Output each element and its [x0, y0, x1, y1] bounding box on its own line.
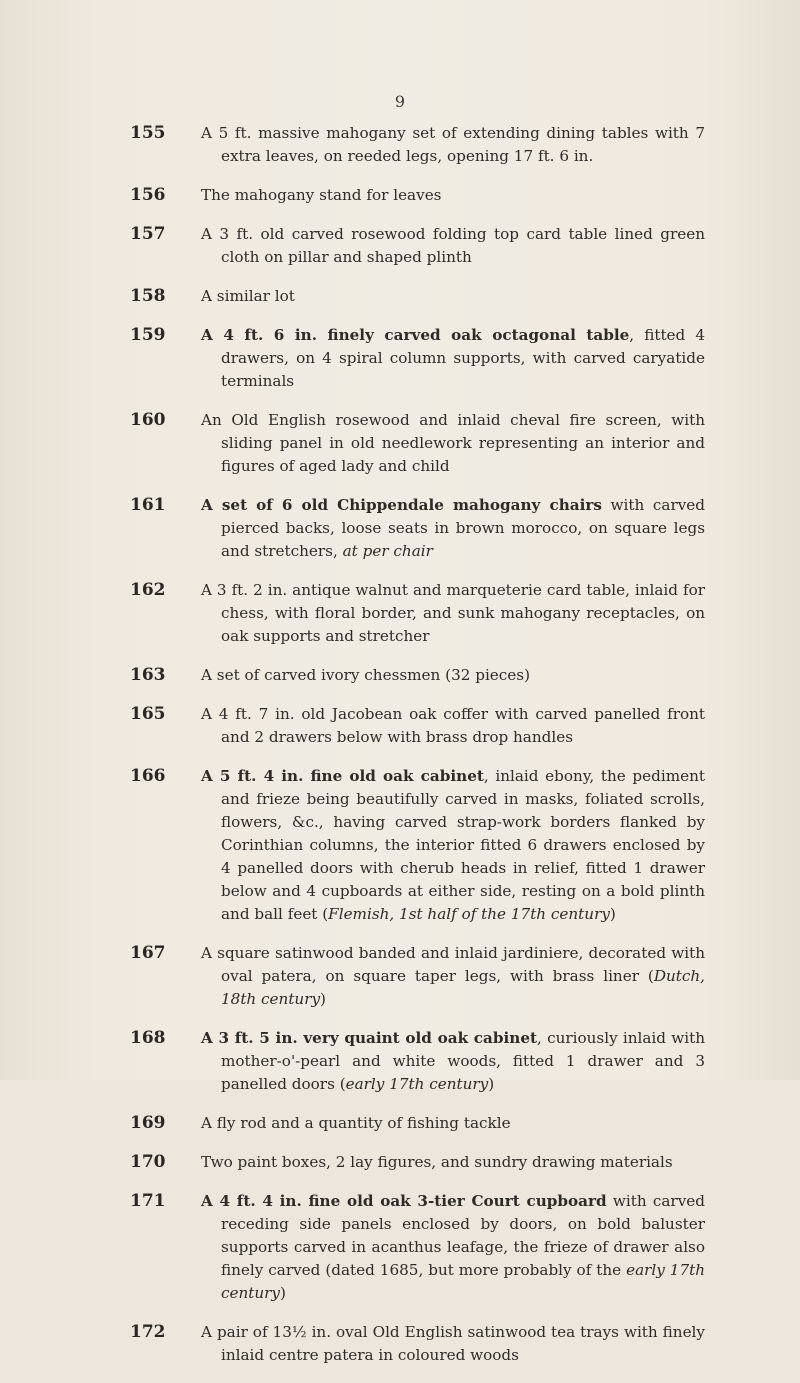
lot-number: 166 — [130, 766, 166, 786]
lot-description: Two paint boxes, 2 lay figures, and sundry drawing materials — [201, 1153, 673, 1171]
lot-number: 163 — [130, 665, 166, 685]
lot-number: 170 — [130, 1152, 166, 1172]
lot-number: 171 — [130, 1191, 166, 1211]
lot-description: A 3 ft. old carved rosewood folding top card table lined green cloth on pillar and shaped plinth — [201, 225, 705, 266]
lot-entry — [0, 285, 800, 308]
lot-number: 155 — [130, 123, 166, 143]
lot-description: A 4 ft. 7 in. old Jacobean oak coffer with carved panelled front and 2 drawers below with brass drop handles — [201, 705, 705, 746]
lot-description: A 5 ft. massive mahogany set of extending dining tables with 7 extra leaves, on reeded legs, opening 17 ft. 6 in. — [201, 124, 705, 165]
lot-entry — [0, 1027, 800, 1096]
lot-description: A fly rod and a quantity of fishing tackle — [201, 1114, 511, 1132]
lot-number: 157 — [130, 224, 166, 244]
lot-entry — [0, 703, 800, 749]
lot-description: A 5 ft. 4 in. fine old oak cabinet, inlaid ebony, the pediment and frieze being beautifully carved in masks, foliated scrolls, flowers, &c., having carved strap-work borders flanked by Corinthian columns, the interior fitted 6 drawers enclosed by 4 panelled doors with cherub heads in relief, fitted 1 drawer below and 4 cupboards at either side, resting on a bold plinth and ball feet (Flemish, 1st half of the 17th century) — [201, 767, 705, 923]
lot-description: A set of 6 old Chippendale mahogany chairs with carved pierced backs, loose seats in brown morocco, on square legs and stretchers, at per chair — [201, 496, 705, 560]
lot-description: A pair of 13½ in. oval Old English satinwood tea trays with finely inlaid centre patera in coloured woods — [201, 1323, 705, 1364]
lot-entry — [0, 1112, 800, 1135]
lot-number: 167 — [130, 943, 166, 963]
lot-description: A 4 ft. 6 in. finely carved oak octagonal table, fitted 4 drawers, on 4 spiral column supports, with carved caryatide terminals — [201, 326, 705, 390]
lot-number: 159 — [130, 325, 166, 345]
lot-description: The mahogany stand for leaves — [201, 186, 442, 204]
lot-entry — [0, 664, 800, 687]
lot-number: 172 — [130, 1322, 166, 1342]
lot-description: A 4 ft. 4 in. fine old oak 3-tier Court cupboard with carved receding side panels enclosed by doors, on bold baluster supports carved in acanthus leafage, the frieze of drawer also finely carved (dated 1685, but more probably of the early 17th century) — [201, 1192, 705, 1302]
lot-list — [0, 122, 800, 1383]
lot-entry — [0, 942, 800, 1011]
lot-number: 160 — [130, 410, 166, 430]
lot-number: 162 — [130, 580, 166, 600]
lot-number: 156 — [130, 185, 166, 205]
lot-description: An Old English rosewood and inlaid cheval fire screen, with sliding panel in old needlework representing an interior and figures of aged lady and child — [201, 411, 705, 475]
lot-number: 165 — [130, 704, 166, 724]
lot-number: 161 — [130, 495, 166, 515]
lot-entry — [0, 122, 800, 168]
lot-entry — [0, 765, 800, 926]
page-number: 9 — [394, 92, 406, 111]
lot-entry — [0, 1190, 800, 1305]
lot-entry — [0, 184, 800, 207]
lot-entry — [0, 1151, 800, 1174]
lot-description: A 3 ft. 2 in. antique walnut and marqueterie card table, inlaid for chess, with floral border, and sunk mahogany receptacles, on oak supports and stretcher — [201, 581, 705, 645]
lot-entry — [0, 324, 800, 393]
lot-description: A set of carved ivory chessmen (32 pieces) — [201, 666, 531, 684]
lot-number: 169 — [130, 1113, 166, 1133]
lot-entry — [0, 579, 800, 648]
lot-description: A square satinwood banded and inlaid jardiniere, decorated with oval patera, on square taper legs, with brass liner (Dutch, 18th century) — [201, 944, 705, 1008]
lot-entry — [0, 1321, 800, 1367]
lot-entry — [0, 409, 800, 478]
lot-number: 168 — [130, 1028, 166, 1048]
lot-entry — [0, 494, 800, 563]
lot-description: A 3 ft. 5 in. very quaint old oak cabinet, curiously inlaid with mother-o'-pearl and white woods, fitted 1 drawer and 3 panelled doors (early 17th century) — [201, 1029, 705, 1093]
lot-description: A similar lot — [201, 287, 295, 305]
lot-entry — [0, 223, 800, 269]
lot-number: 158 — [130, 286, 166, 306]
